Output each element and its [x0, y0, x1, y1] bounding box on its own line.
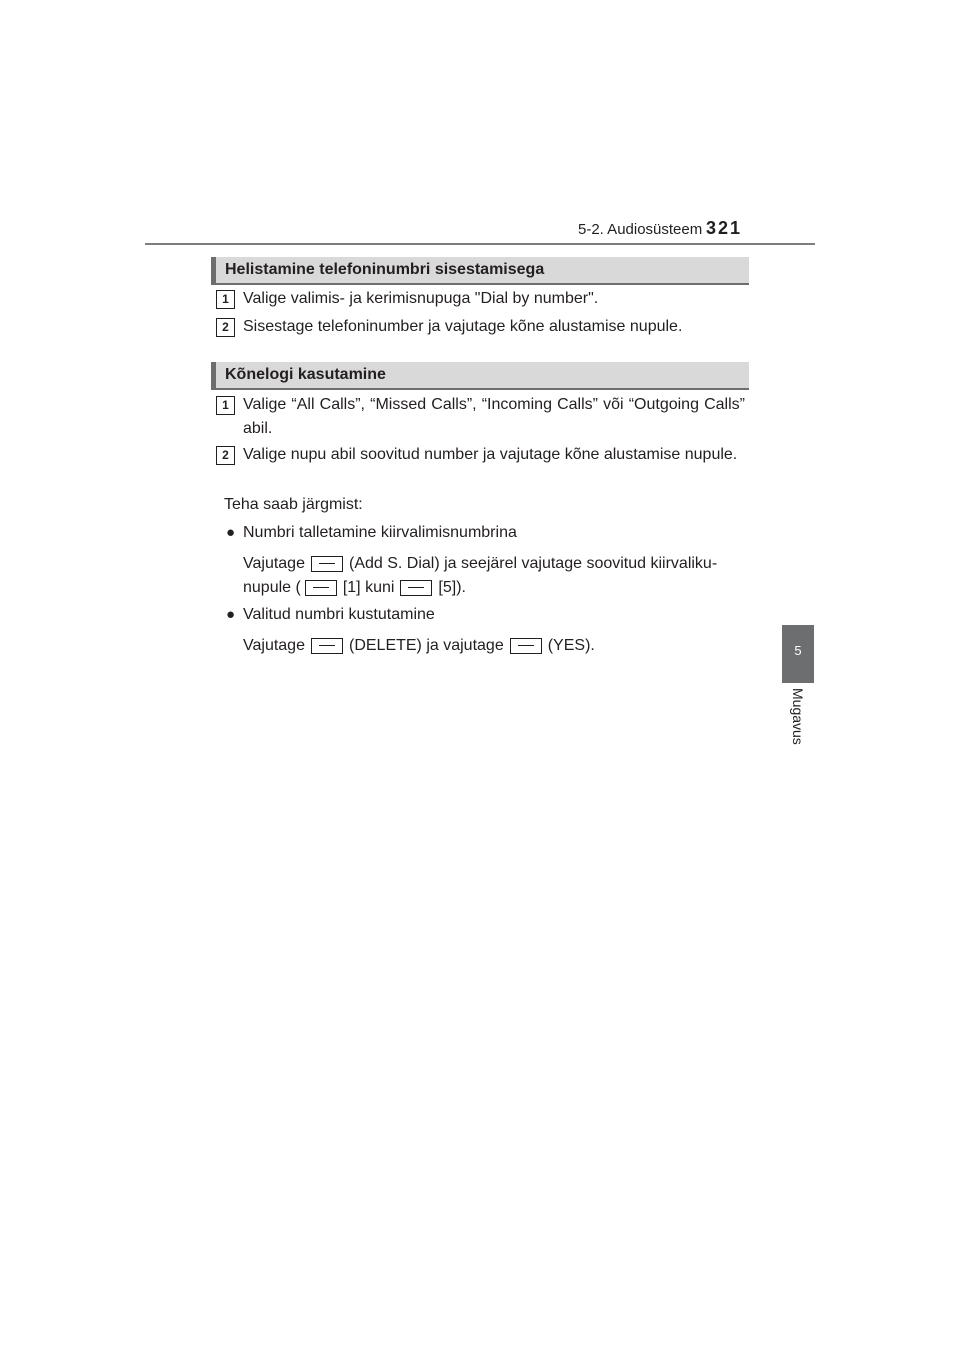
instruction-line [243, 552, 717, 576]
bullet-title: Numbri talletamine kiirvalimisnumbrina [243, 524, 517, 541]
instruction-text: [1] kuni [342, 579, 395, 596]
section-heading-dial-number [211, 257, 749, 285]
screen-button-icon [311, 638, 343, 654]
instruction-text: (DELETE) ja vajutage [348, 637, 504, 654]
bullet-title: Valitud numbri kustutamine [243, 606, 435, 623]
instruction-text: (YES). [547, 637, 595, 654]
section-title: Kõnelogi kasutamine [225, 366, 386, 383]
instruction-line [243, 634, 595, 658]
step-text: Valige “All Calls”, “Missed Calls”, “Incoming Calls” või “Outgoing Calls” abil. [243, 396, 745, 437]
filled-circle-bullet-icon: ● [226, 524, 236, 541]
instruction-line [243, 576, 466, 600]
running-header-section: 5-2. Audiosüsteem [578, 221, 703, 238]
step-number-badge: 1 [216, 290, 235, 309]
chapter-label-text: Mugavus [790, 688, 806, 745]
step-text: Valige valimis- ja kerimisnupuga "Dial by number". [243, 290, 599, 307]
step-number-badge: 1 [216, 396, 235, 415]
chapter-label [782, 688, 814, 758]
options-intro: Teha saab järgmist: [224, 496, 363, 513]
instruction-text: nupule ( [243, 579, 301, 596]
section-title: Helistamine telefoninumbri sisestamisega [225, 261, 545, 278]
step-text: Valige nupu abil soovitud number ja vajutage kõne alustamise nupule. [243, 446, 738, 463]
page-number: 321 [706, 218, 743, 238]
chapter-tab: 5 [782, 625, 814, 683]
header-divider [145, 243, 815, 245]
filled-circle-bullet-icon: ● [226, 606, 236, 623]
screen-button-icon [400, 580, 432, 596]
step-text: Sisestage telefoninumber ja vajutage kõne alustamise nupule. [243, 318, 683, 335]
section-heading-call-log [211, 362, 749, 390]
instruction-text: Vajutage [243, 637, 305, 654]
screen-button-icon [305, 580, 337, 596]
step-number-badge: 2 [216, 446, 235, 465]
screen-button-icon [510, 638, 542, 654]
screen-button-icon [311, 556, 343, 572]
instruction-text: (Add S. Dial) ja seejärel vajutage soovitud kiirvaliku- [348, 555, 718, 572]
instruction-text: [5]). [438, 579, 466, 596]
instruction-text: Vajutage [243, 555, 305, 572]
step-number-badge: 2 [216, 318, 235, 337]
